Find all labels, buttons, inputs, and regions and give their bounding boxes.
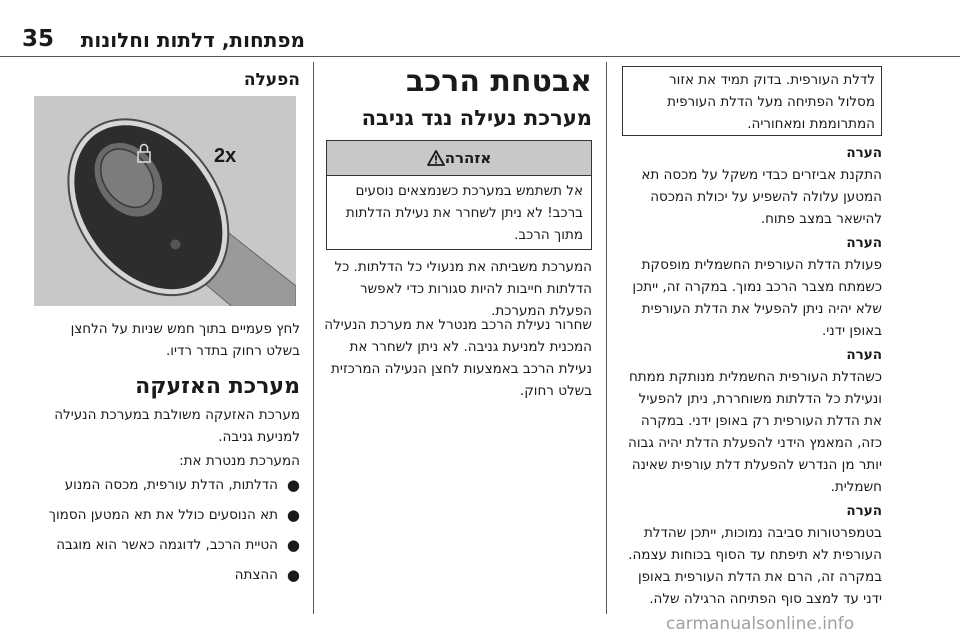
section-title: אבטחת הרכב <box>405 64 592 99</box>
page-number: 35 <box>22 26 55 52</box>
press-count-label: 2x <box>214 145 237 167</box>
bullet-icon: ● <box>286 566 300 584</box>
alarm-section-title: מערכת האזעקה <box>135 374 300 399</box>
key-fob-illustration <box>34 96 296 306</box>
figure-caption: לחץ פעמיים בתוך חמש שניות על הלחצן בשלט רחוק בתדר רדיו. <box>70 321 300 359</box>
key-fob-figure <box>34 96 296 306</box>
note-label: הערה <box>846 347 882 363</box>
system-description: המערכת משביתה את מנעולי כל הדלתות. כל הדלתות חייבות להיות סגורות כדי לאפשר הפעלת המערכת. <box>334 259 592 319</box>
column-divider-left <box>313 62 314 614</box>
note-text: התקנת אביזרים כבדי משקל על מכסה תא המטען עלולה להשפיע על יכולת המכסה להישאר במצב פתוח. <box>641 167 882 227</box>
list-item: ● הטיית הרכב, לדוגמה כאשר הוא מוגבה <box>56 536 300 554</box>
warning-box <box>326 140 592 250</box>
list-item: ● ההצתה <box>234 566 300 584</box>
bullet-icon: ● <box>286 506 300 524</box>
watermark: carmanualsonline.info <box>666 614 855 634</box>
monitored-label: המערכת מנטרת את: <box>179 453 300 469</box>
unlock-description: שחרור נעילת הרכב מנטרל את מערכת הנעילה המכנית למניעת גניבה. לא ניתן לשחרר את נעילת הרכב באמצעות לחצן הנעילה המרכזית בשלט רחוק. <box>324 317 592 399</box>
list-item: ● הדלתות, הדלת עורפית, מכסה המנוע <box>64 476 300 494</box>
note-text: בטמפרטורות סביבה נמוכות, ייתכן שהדלת העורפית לא תיפתח עד הסוף בכוחות עצמה. במקרה זה, הרם את הדלת העורפית באופן ידני עד למצב סוף הפתיחה הרגילה שלה. <box>628 525 882 607</box>
warning-title: אזהרה <box>444 149 492 167</box>
note-text: כשהדלת העורפית החשמלית מנותקת ממתח ונעילת כל הדלתות משוחררת, ניתן להפעיל את הדלת העורפית רק באופן ידני. במקרה כזה, המאמץ הידני להפעלת הדלת יהיה גבוה יותר מן הנדרש להפעלת דלת עורפית שאינה חשמלית. <box>628 369 882 495</box>
warning-triangle-icon <box>427 150 445 166</box>
note-item <box>620 232 882 342</box>
note-label: הערה <box>846 503 882 519</box>
warning-text: אל תשתמש במערכת כשנמצאים נוסעים ברכב! לא ניתן לשחרר את נעילת הדלתות מתוך הרכב. <box>345 183 583 243</box>
note-item <box>620 142 882 230</box>
alarm-intro: מערכת האזעקה משולבת במערכת הנעילה למניעת גניבה. <box>54 407 300 445</box>
note-item <box>620 500 882 610</box>
operation-heading: הפעלה <box>243 70 300 90</box>
monitored-list <box>38 474 300 594</box>
header-divider <box>0 56 960 57</box>
column-divider-right <box>606 62 607 614</box>
bullet-icon: ● <box>286 536 300 554</box>
note-item <box>620 344 882 498</box>
page-header-title: מפתחות, דלתות וחלונות <box>80 28 305 52</box>
notes-list <box>620 142 882 612</box>
section-subtitle: מערכת נעילה נגד גניבה <box>361 106 592 130</box>
note-label: הערה <box>846 235 882 251</box>
note-text: פעולת הדלת העורפית החשמלית מופסקת כשמתח מצבר הרכב נמוך. במקרה זה, ייתכן שלא יהיה ניתן להפעיל את הדלת העורפית באופן ידני. <box>632 257 882 339</box>
note-label: הערה <box>846 145 882 161</box>
list-item: ● תא הנוסעים כולל את תא המטען הסמוך <box>48 506 300 524</box>
warning-header <box>327 141 591 176</box>
bullet-icon: ● <box>286 476 300 494</box>
caution-box: לדלת העורפית. בדוק תמיד את אזור מסלול הפתיחה מעל הדלת העורפית המתרוממת ומאחוריה. <box>622 66 882 136</box>
